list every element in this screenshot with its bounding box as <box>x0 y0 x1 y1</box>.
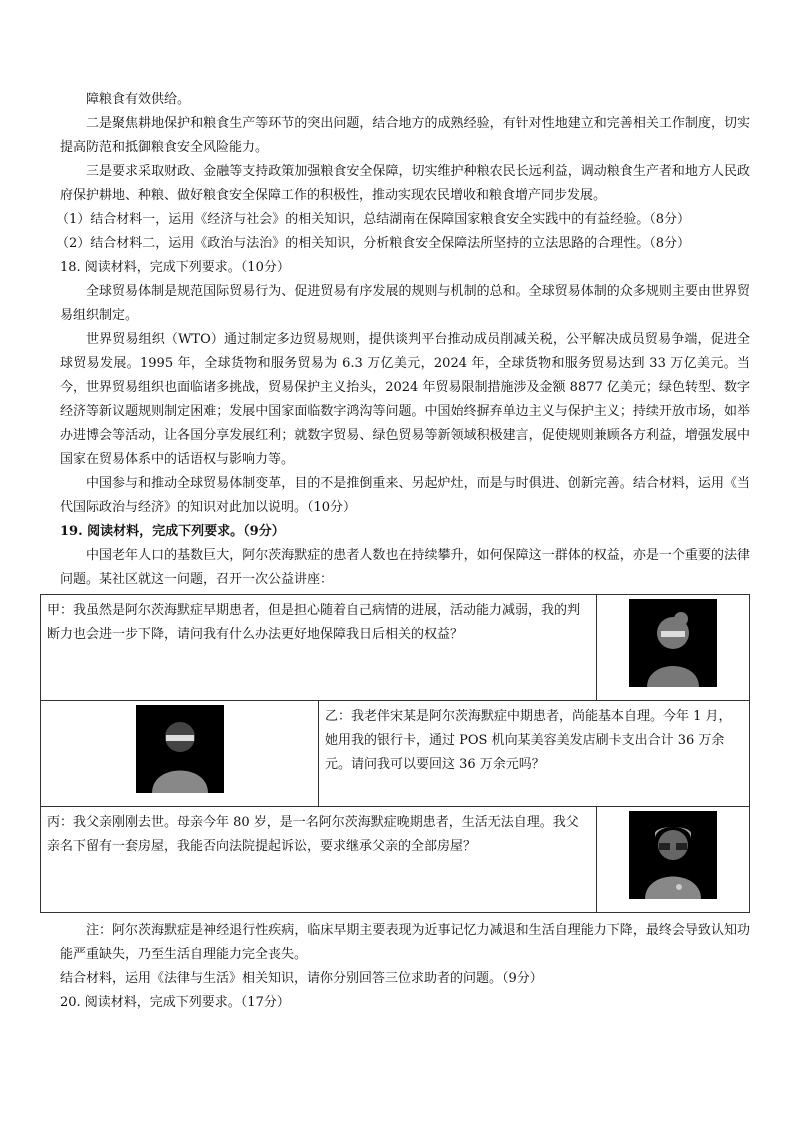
paragraph-continuation: 障粮食有效供给。 <box>86 92 191 107</box>
avatar-cell-jia <box>597 595 750 701</box>
dialog-text-jia: 甲：我虽然是阿尔茨海默症早期患者，但是担心随着自己病情的进展，活动能力减弱，我的判断力也会进一步下降，请问我有什么办法更好地保障我日后相关的权益？ <box>41 595 597 701</box>
q18-task: 中国参与和推动全球贸易体制变革，目的不是推倒重来、另起炉灶，而是与时俱进、创新完善。结合材料，运用《当代国际政治与经济》的知识对此加以说明。（10分） <box>60 476 750 515</box>
paragraph-point-three: 三是要求采取财政、金融等支持政策加强粮食安全保障，切实维护种粮农民长远利益，调动粮食生产者和地方人民政府保护耕地、种粮、做好粮食安全保障工作的积极性，推动实现农民增收和粮食增产同步发展。 <box>60 164 750 203</box>
dialog-table <box>40 594 750 913</box>
dialog-row-yi <box>41 701 750 807</box>
q18-material-1: 全球贸易体制是规范国际贸易行为、促进贸易有序发展的规则与机制的总和。全球贸易体制的众多规则主要由世界贸易组织制定。 <box>60 284 750 323</box>
question-17-part-1: （1）结合材料一，运用《经济与社会》的相关知识，总结湖南在保障国家粮食安全实践中的有益经验。（8分） <box>56 212 691 227</box>
avatar-elderly-woman-icon <box>629 599 717 687</box>
avatar-cell-bing <box>597 807 750 913</box>
q19-note: 注：阿尔茨海默症是神经退行性疾病，临床早期主要表现为近事记忆力减退和生活自理能力下降，最终会导致认知功能严重缺失，乃至生活自理能力完全丧失。 <box>60 923 750 962</box>
paragraph-point-two: 二是聚焦耕地保护和粮食生产等环节的突出问题，结合地方的成熟经验，有针对性地建立和完善相关工作制度，切实提高防范和抵御粮食安全风险能力。 <box>60 116 750 155</box>
dialog-row-jia <box>41 595 750 701</box>
dialog-text-yi: 乙：我老伴宋某是阿尔茨海默症中期患者，尚能基本自理。今年 1 月，她用我的银行卡，通过 POS 机向某美容美发店刷卡支出合计 36 万余元。请问我可以要回这 36 万余元吗？ <box>319 701 750 807</box>
q19-task: 结合材料，运用《法律与生活》相关知识，请你分别回答三位求助者的问题。（9分） <box>60 971 543 986</box>
q19-intro: 中国老年人口的基数巨大，阿尔茨海默症的患者人数也在持续攀升，如何保障这一群体的权益，亦是一个重要的法律问题。某社区就这一问题，召开一次公益讲座： <box>60 548 750 587</box>
avatar-cell-yi <box>41 701 319 807</box>
dialog-row-bing <box>41 807 750 913</box>
q18-material-2: 世界贸易组织（WTO）通过制定多边贸易规则，提供谈判平台推动成员削减关税，公平解决成员贸易争端，促进全球贸易发展。1995 年，全球货物和服务贸易为 6.3 万亿美元，2024 年，全球货物和服务贸易达到 33 万亿美元。当今，世界贸易组织也面临诸多挑战，贸易保护主义抬头，2024 年贸易限制措施涉及金额 8877 亿美元；绿色转型、数字经济等新议题规则制定困难；发展中国家面临数字鸿沟等问题。中国始终摒弃单边主义与保护主义；持续开放市场，如举办进博会等活动，让各国分享发展红利；就数字贸易、绿色贸易等新领域积极建言，促使规则兼顾各方利益，增强发展中国家在贸易体系中的话语权与影响力等。 <box>60 332 750 467</box>
avatar-elderly-man-icon <box>136 705 224 793</box>
dialog-text-bing: 丙：我父亲刚刚去世。母亲今年 80 岁，是一名阿尔茨海默症晚期患者，生活无法自理。我父亲名下留有一套房屋，我能否向法院提起诉讼，要求继承父亲的全部房屋？ <box>41 807 597 913</box>
avatar-young-man-icon <box>629 811 717 899</box>
question-17-part-2: （2）结合材料二，运用《政治与法治》的相关知识，分析粮食安全保障法所坚持的立法思路的合理性。（8分） <box>56 236 691 251</box>
question-19-heading: 19. 阅读材料，完成下列要求。（9分） <box>60 524 285 539</box>
exam-page <box>47 88 750 1015</box>
question-18-heading: 18. 阅读材料，完成下列要求。（10分） <box>60 260 290 275</box>
question-20-heading: 20. 阅读材料，完成下列要求。（17分） <box>60 995 290 1010</box>
